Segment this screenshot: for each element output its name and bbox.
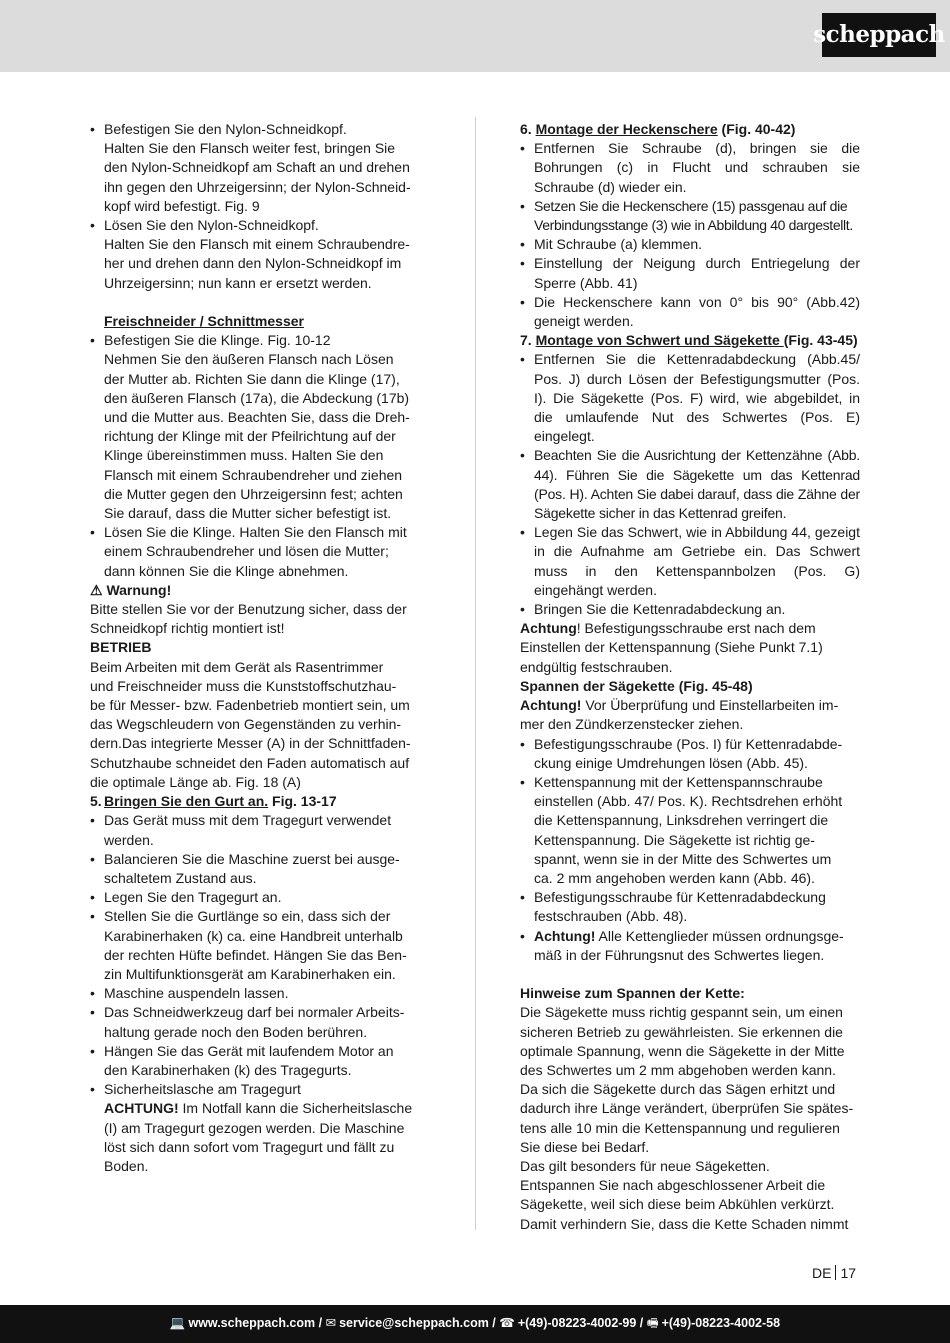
phone-icon: ☎ [499,1316,515,1331]
scheppach-logo: scheppach [822,13,936,57]
bullet-icon: • [90,850,95,867]
bullet-icon: • [90,217,95,234]
website-link[interactable]: www.scheppach.com / [188,1316,323,1331]
phone-number: +(49)-08223-4002-99 / [517,1316,644,1331]
section-heading: Freischneider / Schnittmesser [104,313,304,330]
bullet-icon: • [90,812,95,829]
bullet-icon: • [520,236,525,253]
bullet-icon: • [520,447,525,464]
list-item: • Beachten Sie die Ausrichtung der Kettenzähne (Abb. 44). Führen Sie die Sägekette um das Kettenrad (Pos. H). Achten Sie dabei darauf, dass die Zähne der Sägekette sicher in das Kettenrad greifen. [520,447,860,522]
warning-triangle-icon: ⚠ [90,581,103,598]
list-item: • Das Gerät muss mit dem Tragegurt verwendet werden. [90,812,392,848]
list-item: • Mit Schraube (a) klemmen. [520,235,860,254]
list-item: • Befestigungsschraube (Pos. I) für Kettenradabde- ckung einige Umdrehungen lösen (Abb. 45). [520,735,843,771]
bullet-icon: • [520,140,525,157]
list-item: • Bringen Sie die Kettenradabdeckung an. [520,600,860,619]
bullet-icon: • [520,889,525,906]
section-heading-7: 7. Montage von Schwert und Sägekette (Fig. 43-45) [520,332,858,349]
footer-bar [0,1305,950,1343]
bullet-icon: • [90,524,95,541]
list-item: • Maschine auspendeln lassen. [90,984,435,1003]
bullet-icon: • [520,255,525,272]
list-item: • Stellen Sie die Gurtlänge so ein, dass sich der Karabinerhaken (k) ca. eine Handbreit unterhalb der rechten Hüfte befindet. Hängen Sie das Ben- zin Multifunktionsgerät am Karabinerhaken ein. [90,908,407,982]
bullet-icon: • [520,524,525,541]
bullet-icon: • [90,1042,95,1059]
spannen-heading: Spannen der Sägekette (Fig. 45-48) [520,677,753,694]
list-item: • Sicherheitslasche am Tragegurt ACHTUNG! Im Notfall kann die Sicherheitslasche (I) am Tragegurt gezogen werden. Die Maschine löst sich dann sofort vom Tragegurt und fällt zu Boden. [90,1081,413,1174]
header-bar [0,0,950,72]
list-item: • Balancieren Sie die Maschine zuerst bei ausge- schaltetem Zustand aus. [90,850,400,886]
bullet-icon: • [90,1004,95,1021]
list-item: • Entfernen Sie Schraube (d), bringen sie die Bohrungen (c) in Flucht und schrauben sie Schraube (d) wieder ein. [520,140,860,195]
list-item: • Setzen Sie die Heckenschere (15) passgenau auf die Verbindungsstange (3) wie in Abbildung 40 dargestellt. [520,197,853,234]
list-item: • Die Heckenschere kann von 0° bis 90° (Abb.42) geneigt werden. [520,293,860,330]
email-link[interactable]: service@scheppach.com / [339,1316,496,1331]
bullet-icon: • [520,773,525,790]
column-divider [475,117,476,1230]
list-item: • Entfernen Sie die Kettenradabdeckung (Abb.45/ Pos. J) durch Lösen der Befestigungsmutter (Pos. I). Die Sägekette (Pos. F) wird, wie abgebildet, in die umlaufende Nut des Schwertes (Pos. E) eingelegt. [520,351,860,445]
list-item: • Hängen Sie das Gerät mit laufendem Motor an den Karabinerhaken (k) des Tragegurts. [90,1042,394,1078]
bullet-icon: • [520,735,525,752]
list-item: • Achtung! Alle Kettenglieder müssen ordnungsge- mäß in der Führungsnut des Schwertes liegen. [520,927,844,963]
list-item: • Lösen Sie den Nylon-Schneidkopf. Halten Sie den Flansch mit einem Schraubendre- her und drehen dann den Nylon-Schneidkopf im Uhrzeigersinn; nun kann er ersetzt werden. [90,217,410,291]
list-item: • Legen Sie das Schwert, wie in Abbildung 44, gezeigt in die Aufnahme am Getriebe ein. Das Schwert muss in den Kettenspannbolzen (Pos. G) eingehängt werden. [520,524,860,598]
bullet-icon: • [90,1081,95,1098]
section-heading-5: 5. Bringen Sie den Gurt an. Fig. 13-17 [90,793,337,810]
bullet-icon: • [90,908,95,925]
separator [835,1265,836,1280]
bullet-icon: • [90,332,95,349]
left-column: • Befestigen Sie den Nylon-Schneidkopf. Halten Sie den Flansch weiter fest, bringen Sie den Nylon-Schneidkopf am Schaft an und drehen ihn gegen den Uhrzeigersinn; der Nylon-Schneid- kopf wird befestigt. Fig. 9 • Lösen Sie den Nylon-Schneidkopf. Halten Sie den Flansch mit einem Schraubendre- her und drehen dann den Nylon-Schneidkopf im Uhrzeigersinn; nun kann er ersetzt werden. Freischneider / Schnittmesser • Befestigen Sie die Klinge. Fig. 10-12 Nehmen Sie den äußeren Flansch nach Lösen der Mutter ab. Richten Sie dann die Klinge (17), den äußeren Flansch (17a), die Abdeckung (17b) und die Mutter aus. Beachten Sie, dass die Dreh- richtung der Klinge mit der Pfeilrichtung auf der Klinge übereinstimmen muss. Halten Sie den Flansch mit einem Schraubendreher und ziehen die Mutter gegen den Uhrzeigersinn fest; achten Sie darauf, dass die Mutter sicher befestigt ist. • Lösen Sie die Klinge. Halten Sie den Flansch mit einem Schraubendreher und lösen die Mutter; dann können Sie die Klinge abnehmen. ⚠ Warnung! Bitte stellen Sie vor der Benutzung sicher, dass der Schneidkopf richtig montiert ist! BETRIEB Beim Arbeiten mit dem Gerät als Rasentrimmer und Freischneider muss die Kunststoffschutzhau- be für Messer- bzw. Fadenbetrieb montiert sein, um das Wegschleudern von Gegenständen zu verhin- dern.Das integrierte Messer (A) in der Schnittfaden- Schutzhaube schneidet den Faden automatisch auf die optimale Länge ab. Fig. 18 (A) 5. Bringen Sie den Gurt an. Fig. 13-17 • Das Gerät muss mit dem Tragegurt verwendet werden. • Balancieren Sie die Maschine zuerst bei ausge- schaltetem Zustand aus. • Legen Sie den Tragegurt an. • Stellen Sie die Gurtlänge so ein, dass sich der Karabinerhaken (k) ca. eine Handbreit unterhalb der rechten Hüfte befindet. Hängen Sie das Ben- zin Multifunktionsgerät am Karabinerhaken ein. • Maschine auspendeln lassen. • Das Schneidwerkzeug darf bei normaler Arbeits- haltung gerade noch den Boden berühren. • Hängen Sie das Gerät mit laufendem Motor an den Karabinerhaken (k) des Tragegurts. • Sicherheitslasche am Tragegurt ACHTUNG! Im Notfall kann die Sicherheitslasche (I) am Tragegurt gezogen werden. Die Maschine löst sich dann sofort vom Tragegurt und fällt zu Boden. [90,120,435,1176]
section-heading-6: 6. Montage der Heckenschere (Fig. 40-42) [520,121,796,137]
right-column: 6. Montage der Heckenschere (Fig. 40-42) • Entfernen Sie Schraube (d), bringen sie die Bohrungen (c) in Flucht und schrauben sie Schraube (d) wieder ein. • Setzen Sie die Heckenschere (15) passgenau auf die Verbindungsstange (3) wie in Abbildung 40 dargestellt. • Mit Schraube (a) klemmen. • Einstellung der Neigung durch Entriegelung der Sperre (Abb. 41) • Die Heckenschere kann von 0° bis 90° (Abb.42) geneigt werden. 7. Montage von Schwert und Sägekette (Fig. 43-45) • Entfernen Sie die Kettenradabdeckung (Abb.45/ Pos. J) durch Lösen der Befestigungsmutter (Pos. I). Die Sägekette (Pos. F) wird, wie abgebildet, in die umlaufende Nut des Schwertes (Pos. E) eingelegt. • Beachten Sie die Ausrichtung der Kettenzähne (Abb. 44). Führen Sie die Sägekette um das Kettenrad (Pos. H). Achten Sie dabei darauf, dass die Zähne der Sägekette sicher in das Kettenrad greifen. • Legen Sie das Schwert, wie in Abbildung 44, gezeigt in die Aufnahme am Getriebe ein. Das Schwert muss in den Kettenspannbolzen (Pos. G) eingehängt werden. • Bringen Sie die Kettenradabdeckung an. Achtung! Befestigungsschraube erst nach dem Einstellen der Kettenspannung (Siehe Punkt 7.1) endgültig festschrauben. Spannen der Sägekette (Fig. 45-48) Achtung! Vor Überprüfung und Einstellarbeiten im- mer den Zündkerzenstecker ziehen. • Befestigungsschraube (Pos. I) für Kettenradabde- ckung einige Umdrehungen lösen (Abb. 45). • Kettenspannung mit der Kettenspannschraube einstellen (Abb. 47/ Pos. K). Rechtsdrehen erhöht die Kettenspannung, Linksdrehen verringert die Kettenspannung. Die Sägekette ist richtig ge- spannt, wenn sie in der Mitte des Schwertes um ca. 2 mm angehoben werden kann (Abb. 46). • Befestigungsschraube für Kettenradabdeckung festschrauben (Abb. 48). • Achtung! Alle Kettenglieder müssen ordnungsge- mäß in der Führungsnut des Schwertes liegen. Hinweise zum Spannen der Kette: Die Sägekette muss richtig gespannt sein, um einen sicheren Betrieb zu gewährleisten. Sie erkennen die optimale Spannung, wenn die Sägekette in der Mitte des Schwertes um 2 mm abgehoben werden kann. Da sich die Sägekette durch das Sägen erhitzt und dadurch ihre Länge verändert, überprüfen Sie spätes- tens alle 10 min die Kettenspannung und regulieren Sie diese bei Bedarf. Das gilt besonders für neue Sägeketten. Entspannen Sie nach abgeschlossener Arbeit die Sägekette, weil sich diese beim Abkühlen verkürzt. Damit verhindern Sie, dass die Kette Schaden nimmt [520,121,860,1232]
mail-icon: ✉ [325,1316,337,1331]
list-item: • Kettenspannung mit der Kettenspannschraube einstellen (Abb. 47/ Pos. K). Rechtsdrehen erhöht die Kettenspannung, Linksdrehen verringert die Kettenspannung. Die Sägekette ist richtig ge- spannt, wenn sie in der Mitte des Schwertes um ca. 2 mm angehoben werden kann (Abb. 46). [520,773,843,886]
list-item: • Legen Sie den Tragegurt an. [90,888,435,907]
bullet-icon: • [90,985,95,1002]
bullet-icon: • [90,889,95,906]
bullet-icon: • [90,121,95,137]
list-item: • Befestigen Sie die Klinge. Fig. 10-12 Nehmen Sie den äußeren Flansch nach Lösen der Mutter ab. Richten Sie dann die Klinge (17), den äußeren Flansch (17a), die Abdeckung (17b) und die Mutter aus. Beachten Sie, dass die Dreh- richtung der Klinge mit der Pfeilrichtung auf der Klinge übereinstimmen muss. Halten Sie den Flansch mit einem Schraubendreher und ziehen die Mutter gegen den Uhrzeigersinn fest; achten Sie darauf, dass die Mutter sicher befestigt ist. [90,332,410,522]
computer-icon: 💻 [169,1316,186,1331]
bullet-icon: • [520,351,525,368]
bullet-icon: • [520,197,525,214]
list-item: • Das Schneidwerkzeug darf bei normaler Arbeits- haltung gerade noch den Boden berühren. [90,1004,405,1040]
bullet-icon: • [520,601,525,618]
bullet-icon: • [520,927,525,944]
list-item: • Befestigungsschraube für Kettenradabdeckung festschrauben (Abb. 48). [520,889,826,925]
list-item: • Einstellung der Neigung durch Entriegelung der Sperre (Abb. 41) [520,255,860,291]
list-item: • Lösen Sie die Klinge. Halten Sie den Flansch mit einem Schraubendreher und lösen die Mutter; dann können Sie die Klinge abnehmen. [90,524,407,579]
page-number: DE 17 [812,1265,857,1281]
bullet-icon: • [520,293,525,310]
fax-number: +(49)-08223-4002-58 [661,1316,781,1331]
fax-icon: 🖷 [646,1316,659,1331]
hinweise-heading: Hinweise zum Spannen der Kette: [520,985,745,1002]
betrieb-heading: BETRIEB [90,639,152,656]
warning-heading: ⚠ Warnung! [90,581,172,598]
list-item: • Befestigen Sie den Nylon-Schneidkopf. Halten Sie den Flansch weiter fest, bringen Sie den Nylon-Schneidkopf am Schaft an und drehen ihn gegen den Uhrzeigersinn; der Nylon-Schneid- kopf wird befestigt. Fig. 9 [90,121,411,214]
